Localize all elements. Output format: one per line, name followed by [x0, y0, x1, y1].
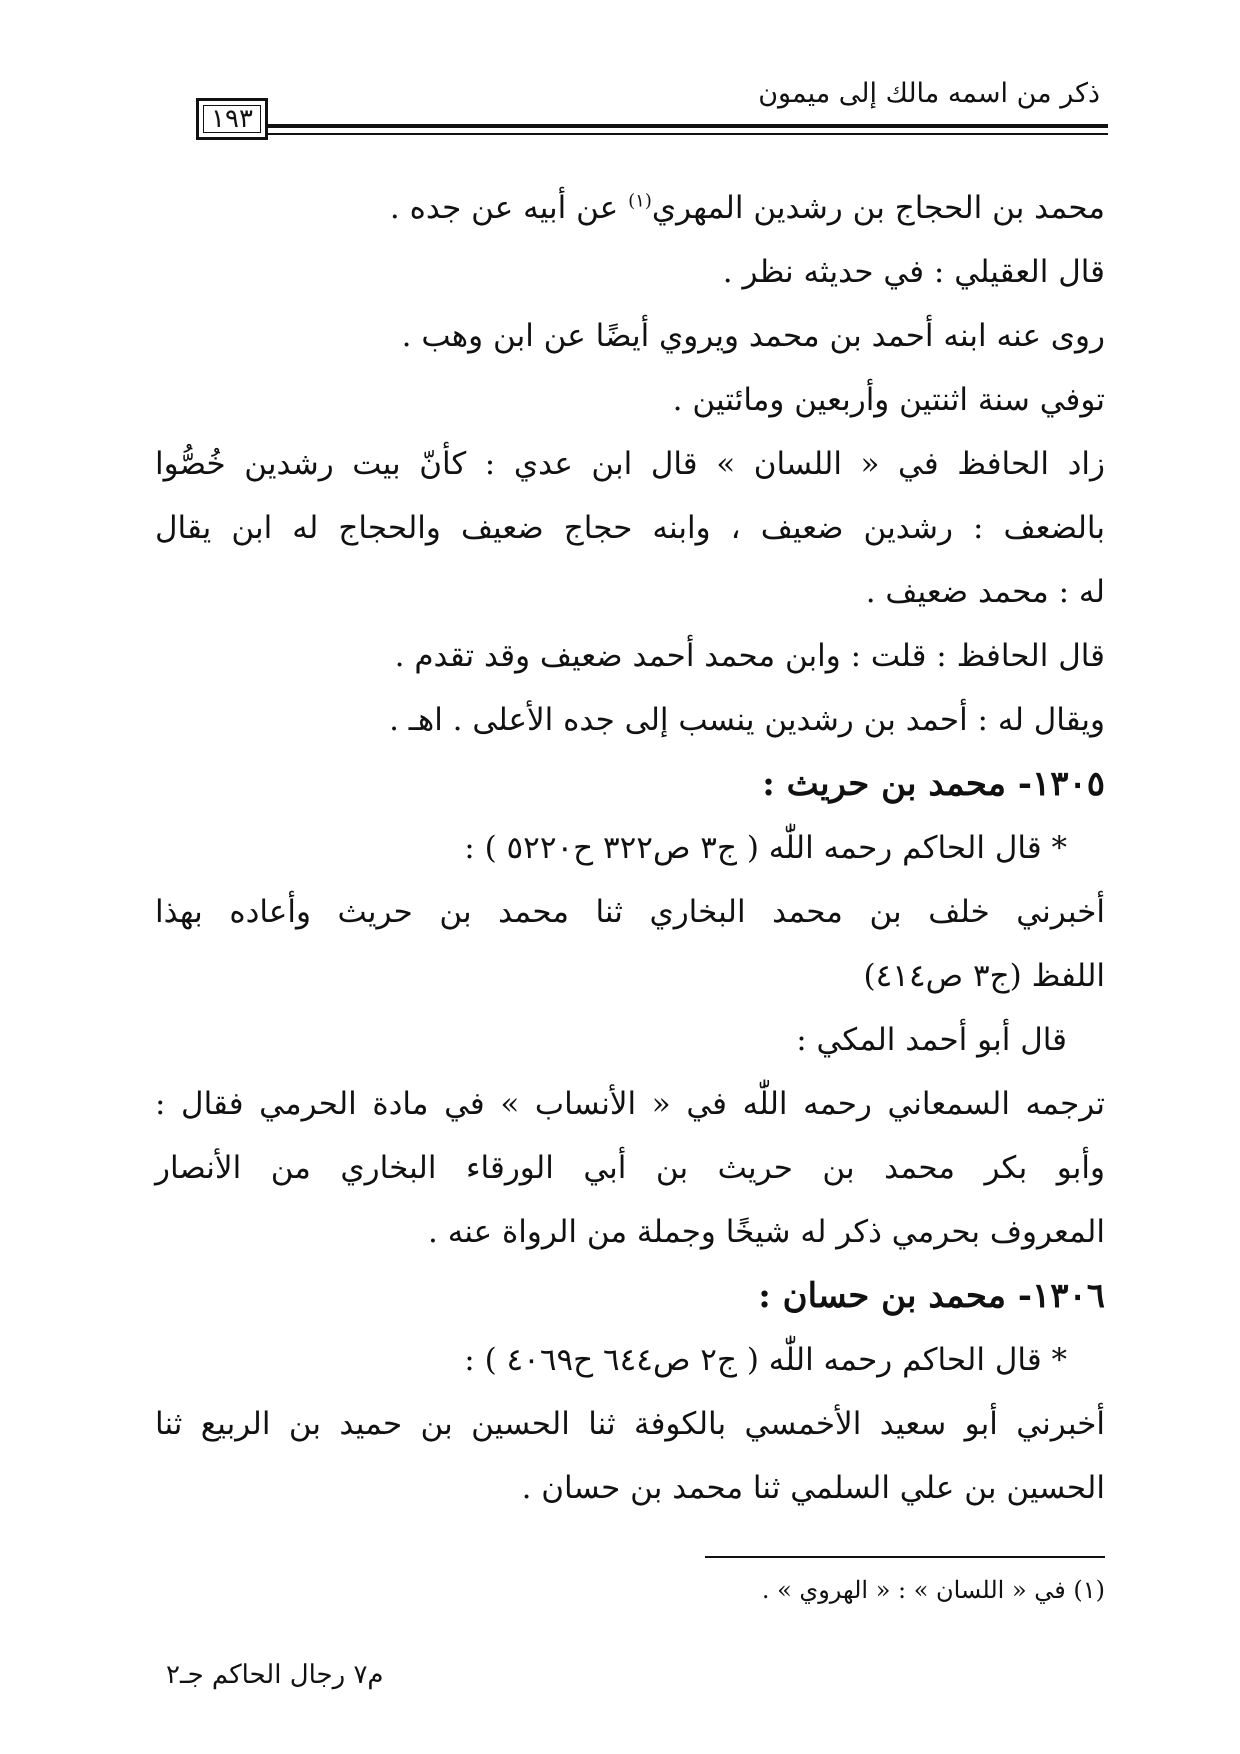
- text-line: وأبو بكر محمد بن حريث بن أبي الورقاء البخاري من الأنصار: [155, 1150, 1105, 1186]
- running-header-title: ذكر من اسمه مالك إلى ميمون: [758, 78, 1100, 109]
- entry-heading-1305: ١٣٠٥- محمد بن حريث :: [762, 764, 1105, 804]
- page-number-box: [196, 98, 268, 140]
- text-fragment: عن أبيه عن جده .: [389, 190, 619, 226]
- text-line: قال أبو أحمد المكي :: [796, 1022, 1067, 1058]
- text-line: روى عنه ابنه أحمد بن محمد ويروي أيضًا عن ابن وهب .: [401, 318, 1105, 354]
- source-citation: * قال الحاكم رحمه اللّٰه ( ج٢ ص٦٤٤ ح٤٠٦٩ ) :: [464, 1342, 1067, 1378]
- footnote-rule: [705, 1556, 1105, 1558]
- text-line: ويقال له : أحمد بن رشدين ينسب إلى جده الأعلى . اهـ .: [389, 702, 1105, 738]
- header-rule-thick: [268, 124, 1108, 128]
- text-line: الحسين بن علي السلمي ثنا محمد بن حسان .: [521, 1470, 1105, 1506]
- text-line: ترجمه السمعاني رحمه اللّٰه في « الأنساب » في مادة الحرمي فقال :: [155, 1086, 1105, 1122]
- main-text: [155, 176, 1105, 1520]
- text-line: أخبرني خلف بن محمد البخاري ثنا محمد بن حريث وأعاده بهذا: [155, 894, 1105, 930]
- signature-mark: م٧ رجال الحاكم جـ٢: [166, 1660, 384, 1690]
- text-line: توفي سنة اثنتين وأربعين ومائتين .: [672, 382, 1105, 418]
- source-citation: * قال الحاكم رحمه اللّٰه ( ج٣ ص٣٢٢ ح٥٢٢٠ ) :: [464, 830, 1067, 866]
- text-line: قال العقيلي : في حديثه نظر .: [722, 254, 1105, 290]
- page-number: ١٩٣: [211, 104, 253, 134]
- text-fragment: محمد بن الحجاج بن رشدين المهري: [651, 190, 1105, 226]
- header-rule-thin: [268, 133, 1108, 135]
- text-line: قال الحافظ : قلت : وابن محمد أحمد ضعيف وقد تقدم .: [394, 638, 1105, 674]
- text-line: المعروف بحرمي ذكر له شيخًا وجملة من الرواة عنه .: [428, 1214, 1105, 1250]
- entry-heading-1306: ١٣٠٦- محمد بن حسان :: [758, 1276, 1105, 1316]
- text-line: أخبرني أبو سعيد الأخمسي بالكوفة ثنا الحسين بن حميد بن الربيع ثنا: [155, 1406, 1105, 1442]
- footnote: (١) في « اللسان » : « الهروي » .: [761, 1576, 1105, 1604]
- footnote-marker: (١): [628, 190, 652, 212]
- text-line: اللفظ (ج٣ ص٤١٤): [863, 958, 1105, 994]
- text-line: [155, 176, 1105, 240]
- text-line: له : محمد ضعيف .: [865, 574, 1105, 610]
- text-line: بالضعف : رشدين ضعيف ، وابنه حجاج ضعيف والحجاج له ابن يقال: [155, 510, 1105, 546]
- text-line: زاد الحافظ في « اللسان » قال ابن عدي : كأنّ بيت رشدين خُصُّوا: [155, 446, 1105, 482]
